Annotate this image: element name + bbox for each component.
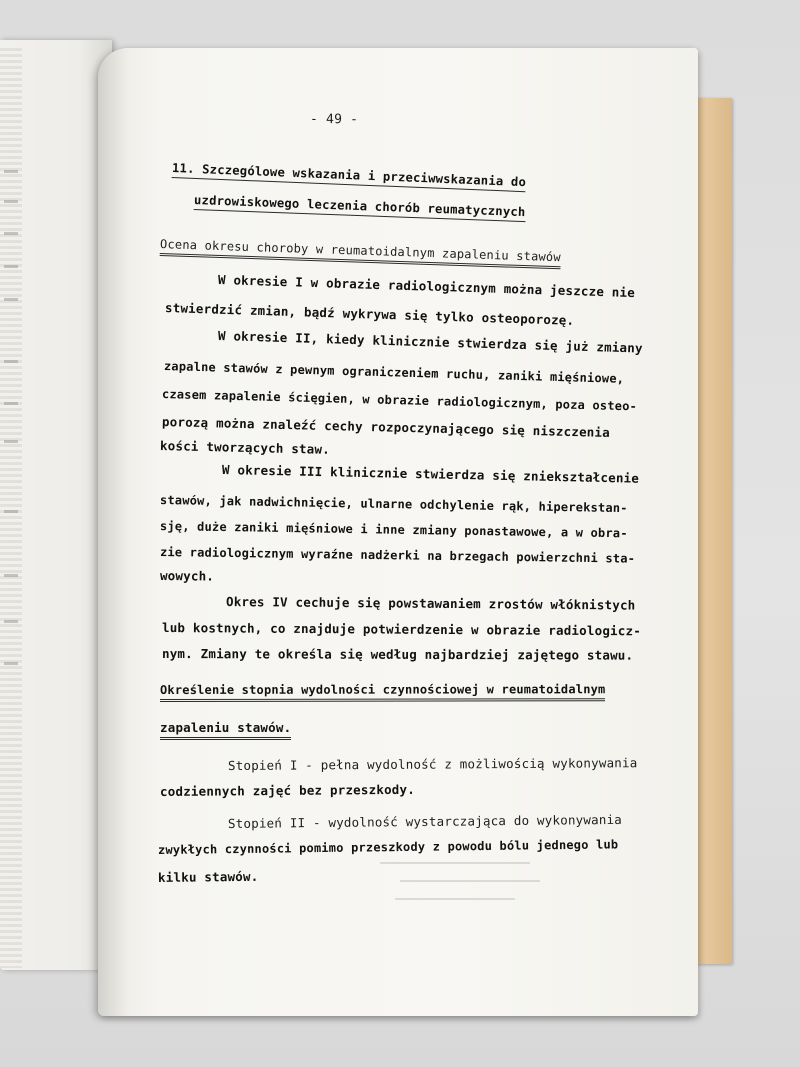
paragraph-line: zie radiologicznym wyraźne nadżerki na brzegach powierzchni sta- [159, 545, 636, 566]
heading-line-2: uzdrowiskowego leczenia chorób reumatycznych [194, 192, 526, 222]
page-number: - 49 - [309, 112, 359, 128]
paragraph-line: W okresie III klinicznie stwierdza się zniekształcenie [221, 462, 640, 486]
grade-line: codziennych zajęć bez przeszkody. [159, 781, 416, 799]
section-title-disease-stage: Ocena okresu choroby w reumatoidalnym zapaleniu stawów [160, 236, 561, 269]
grade-line: Stopień II - wydolność wystarczająca do wykonywania [227, 811, 623, 831]
paragraph-line: lub kostnych, co znajduje potwierdzenie w obrazie radiologicz- [161, 620, 642, 639]
paragraph-line: stwierdzić zmian, bądź wykrywa się tylko osteoporozę. [164, 300, 575, 328]
paragraph-line: czasem zapalenie ścięgien, w obrazie radiologicznym, poza osteo- [161, 387, 638, 414]
heading-line-1: 11. Szczególowe wskazania i przeciwwskazania do [172, 160, 527, 192]
paragraph-line: W okresie II, kiedy klinicznie stwierdza się już zmiany [217, 328, 643, 356]
paragraph-line: wowych. [159, 568, 215, 584]
paragraph-line: porozą można znaleźć cechy rozpoczynającego się niszczenia [161, 414, 611, 440]
paragraph-line: sję, duże zaniki mięśniowe i inne zmiany ponastawowe, a w obra- [159, 519, 628, 541]
paragraph-line: stawów, jak nadwichnięcie, ulnarne odchylenie rąk, hiperekstan- [159, 493, 628, 516]
paragraph-line: Okres IV cechuje się powstawaniem zrostów włóknistych [225, 594, 636, 613]
section-title-functional-capacity-line-1: Określenie stopnia wydolności czynnościowej w reumatoidalnym [160, 681, 606, 702]
paragraph-line: kości tworzących staw. [159, 438, 331, 457]
section-title-functional-capacity-line-2: zapaleniu stawów. [160, 720, 291, 740]
grade-line: Stopień I - pełna wydolność z możliwością wykonywania [227, 755, 638, 773]
paragraph-line: nym. Zmiany te określa się według najbardziej zajętego stawu. [161, 646, 634, 663]
grade-line: kilku stawów. [157, 868, 259, 885]
grade-line: zwykłych czynności pomimo przeszkody z powodu bólu jednego lub [157, 837, 619, 857]
paragraph-line: W okresie I w obrazie radiologicznym można jeszcze nie [217, 272, 636, 301]
paragraph-line: zapalne stawów z pewnym ograniczeniem ruchu, zaniki mięśniowe, [163, 359, 625, 386]
